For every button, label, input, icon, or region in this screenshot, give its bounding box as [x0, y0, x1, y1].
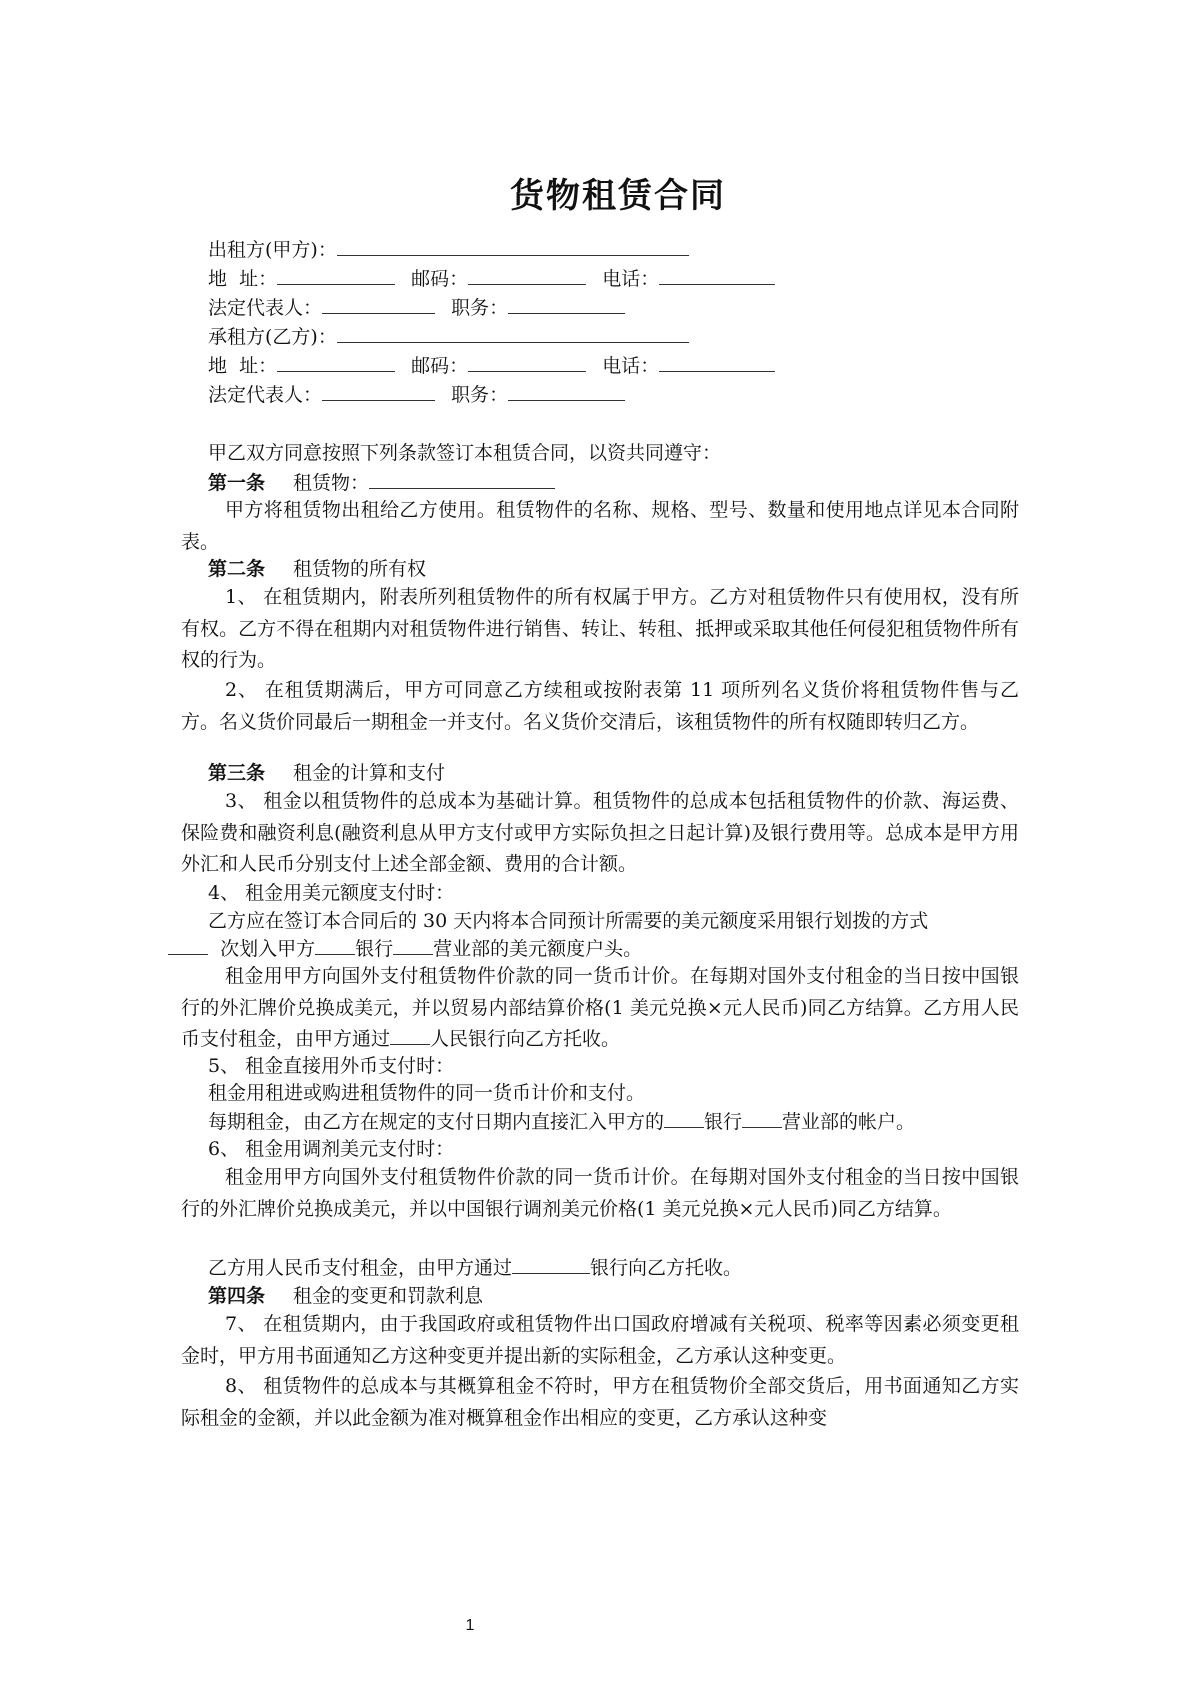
- position-label: 职务：: [451, 297, 509, 319]
- bank-blank: [512, 1254, 590, 1274]
- article-4-title: 租金的变更和罚款利息: [293, 1285, 484, 1307]
- phone-blank: [659, 265, 775, 285]
- bank-blank: [390, 1025, 430, 1045]
- clause-6-text-b: [208, 1254, 742, 1280]
- clause-5-fragment: 营业部的帐户。: [782, 1111, 916, 1133]
- clause-5-text-a: 租金用租进或购进租赁物件的同一货币计价和支付。: [208, 1082, 646, 1104]
- clause-5-fragment: 银行: [704, 1111, 743, 1133]
- zip-blank: [468, 265, 586, 285]
- address-label: 地 址：: [208, 268, 278, 290]
- lessor-address-line: [208, 265, 775, 291]
- clause-5-text-b: [208, 1108, 915, 1134]
- clause-6-fragment: 银行向乙方托收。: [590, 1257, 743, 1279]
- lessor-line: [208, 236, 689, 262]
- lessee-line: [208, 323, 689, 349]
- preamble: 甲乙双方同意按照下列条款签订本租赁合同，以资共同遵守：: [208, 442, 722, 464]
- times-blank: [168, 935, 208, 955]
- branch-blank: [393, 935, 433, 955]
- article-2-number: 第二条: [208, 558, 266, 580]
- position-label: 职务：: [451, 384, 509, 406]
- address-blank: [277, 265, 395, 285]
- article-1-title: 租赁物：: [293, 472, 370, 494]
- lease-item-blank: [369, 469, 555, 489]
- phone-label: 电话：: [602, 268, 660, 290]
- lessor-label: 出租方(甲方)：: [208, 239, 337, 261]
- clause-4-fragment: 银行: [355, 938, 394, 960]
- lessor-rep-line: [208, 294, 625, 320]
- document-title: 货物租赁合同: [510, 176, 726, 216]
- article-3-title: 租金的计算和支付: [293, 762, 446, 784]
- clause-4-fragment: 租金用甲方向国外支付租赁物件价款的同一货币计价。在每期对国外支付租金的当日按中国银行的外汇牌价兑换成美元，并以贸易内部结算价格(1 美元兑换×元人民币)同乙方结算。乙方用人民币支付租金，由甲方通过: [181, 965, 1019, 1050]
- article-3-number: 第三条: [208, 762, 266, 784]
- article-1-number: 第一条: [208, 472, 266, 494]
- phone-blank: [659, 352, 775, 372]
- clause-4-text-b: [181, 961, 1019, 1056]
- rep-label: 法定代表人：: [208, 384, 323, 406]
- clause-4-fragment: 营业部的美元额度户头。: [433, 938, 643, 960]
- position-blank: [508, 294, 625, 314]
- zip-label: 邮码：: [411, 355, 469, 377]
- zip-blank: [468, 352, 586, 372]
- article-4-number: 第四条: [208, 1285, 266, 1307]
- clause-4-text-a1: 乙方应在签订本合同后的 30 天内将本合同预计所需要的美元额度采用银行划拨的方式: [208, 910, 929, 932]
- article-1-paragraph: 甲方将租赁物出租给乙方使用。租赁物件的名称、规格、型号、数量和使用地点详见本合同附表。: [181, 499, 1019, 553]
- lessee-label: 承租方(乙方)：: [208, 326, 337, 348]
- article-1-heading: [208, 469, 555, 495]
- page-number: 1: [465, 1617, 475, 1634]
- article-2-title: 租赁物的所有权: [293, 558, 427, 580]
- position-blank: [508, 381, 625, 401]
- article-4-heading: [208, 1283, 483, 1309]
- clause-5: 5、 租金直接用外币支付时：: [208, 1055, 455, 1077]
- clause-1: 1、 在租赁期内，附表所列租赁物件的所有权属于甲方。乙方对租赁物件只有使用权，没有所有权。乙方不得在租期内对租赁物件进行销售、转让、转租、抵押或采取其他任何侵犯租赁物件所有权的行为。: [181, 586, 1019, 671]
- lessee-address-line: [208, 352, 775, 378]
- clause-8: 8、 租赁物件的总成本与其概算租金不符时，甲方在租赁物价全部交货后，用书面通知乙方实际租金的金额，并以此金额为准对概算租金作出相应的变更，乙方承认这种变: [181, 1375, 1019, 1429]
- clause-6-fragment: 乙方用人民币支付租金，由甲方通过: [208, 1257, 513, 1279]
- lessee-blank: [337, 323, 689, 343]
- address-blank: [277, 352, 395, 372]
- lessee-rep-line: [208, 381, 625, 407]
- zip-label: 邮码：: [411, 268, 469, 290]
- clause-5-fragment: 每期租金，由乙方在规定的支付日期内直接汇入甲方的: [208, 1111, 665, 1133]
- rep-blank: [322, 294, 435, 314]
- clause-2: 2、 在租赁期满后，甲方可同意乙方续租或按附表第 11 项所列名义货价将租赁物件售与乙方。名义货价同最后一期租金一并支付。名义货价交清后，该租赁物件的所有权随即转归乙方。: [181, 679, 1019, 733]
- bank-blank: [664, 1108, 704, 1128]
- bank-blank: [315, 935, 355, 955]
- clause-3: 3、 租金以租赁物件的总成本为基础计算。租赁物件的总成本包括租赁物件的价款、海运费、保险费和融资利息(融资利息从甲方支付或甲方实际负担之日起计算)及银行费用等。总成本是甲方用外汇和人民币分别支付上述全部金额、费用的合计额。: [181, 790, 1019, 875]
- clause-4-fragment: 次划入甲方: [220, 938, 316, 960]
- clause-6-text-a: 租金用甲方向国外支付租赁物件价款的同一货币计价。在每期对国外支付租金的当日按中国银行的外汇牌价兑换成美元，并以中国银行调剂美元价格(1 美元兑换×元人民币)同乙方结算。: [181, 1166, 1019, 1220]
- rep-blank: [322, 381, 435, 401]
- clause-4-fragment: 人民银行向乙方托收。: [430, 1028, 621, 1050]
- address-label: 地 址：: [208, 355, 278, 377]
- clause-6: 6、 租金用调剂美元支付时：: [208, 1138, 455, 1160]
- clause-7: 7、 在租赁期内，由于我国政府或租赁物件出口国政府增减有关税项、税率等因素必须变更租金时，甲方用书面通知乙方这种变更并提出新的实际租金，乙方承认这种变更。: [181, 1313, 1019, 1367]
- clause-4-text-a2: [168, 935, 642, 961]
- clause-4: 4、 租金用美元额度支付时：: [208, 882, 455, 904]
- article-3-heading: [208, 760, 445, 786]
- phone-label: 电话：: [602, 355, 660, 377]
- rep-label: 法定代表人：: [208, 297, 323, 319]
- branch-blank: [742, 1108, 782, 1128]
- lessor-blank: [337, 236, 689, 256]
- article-2-heading: [208, 556, 426, 582]
